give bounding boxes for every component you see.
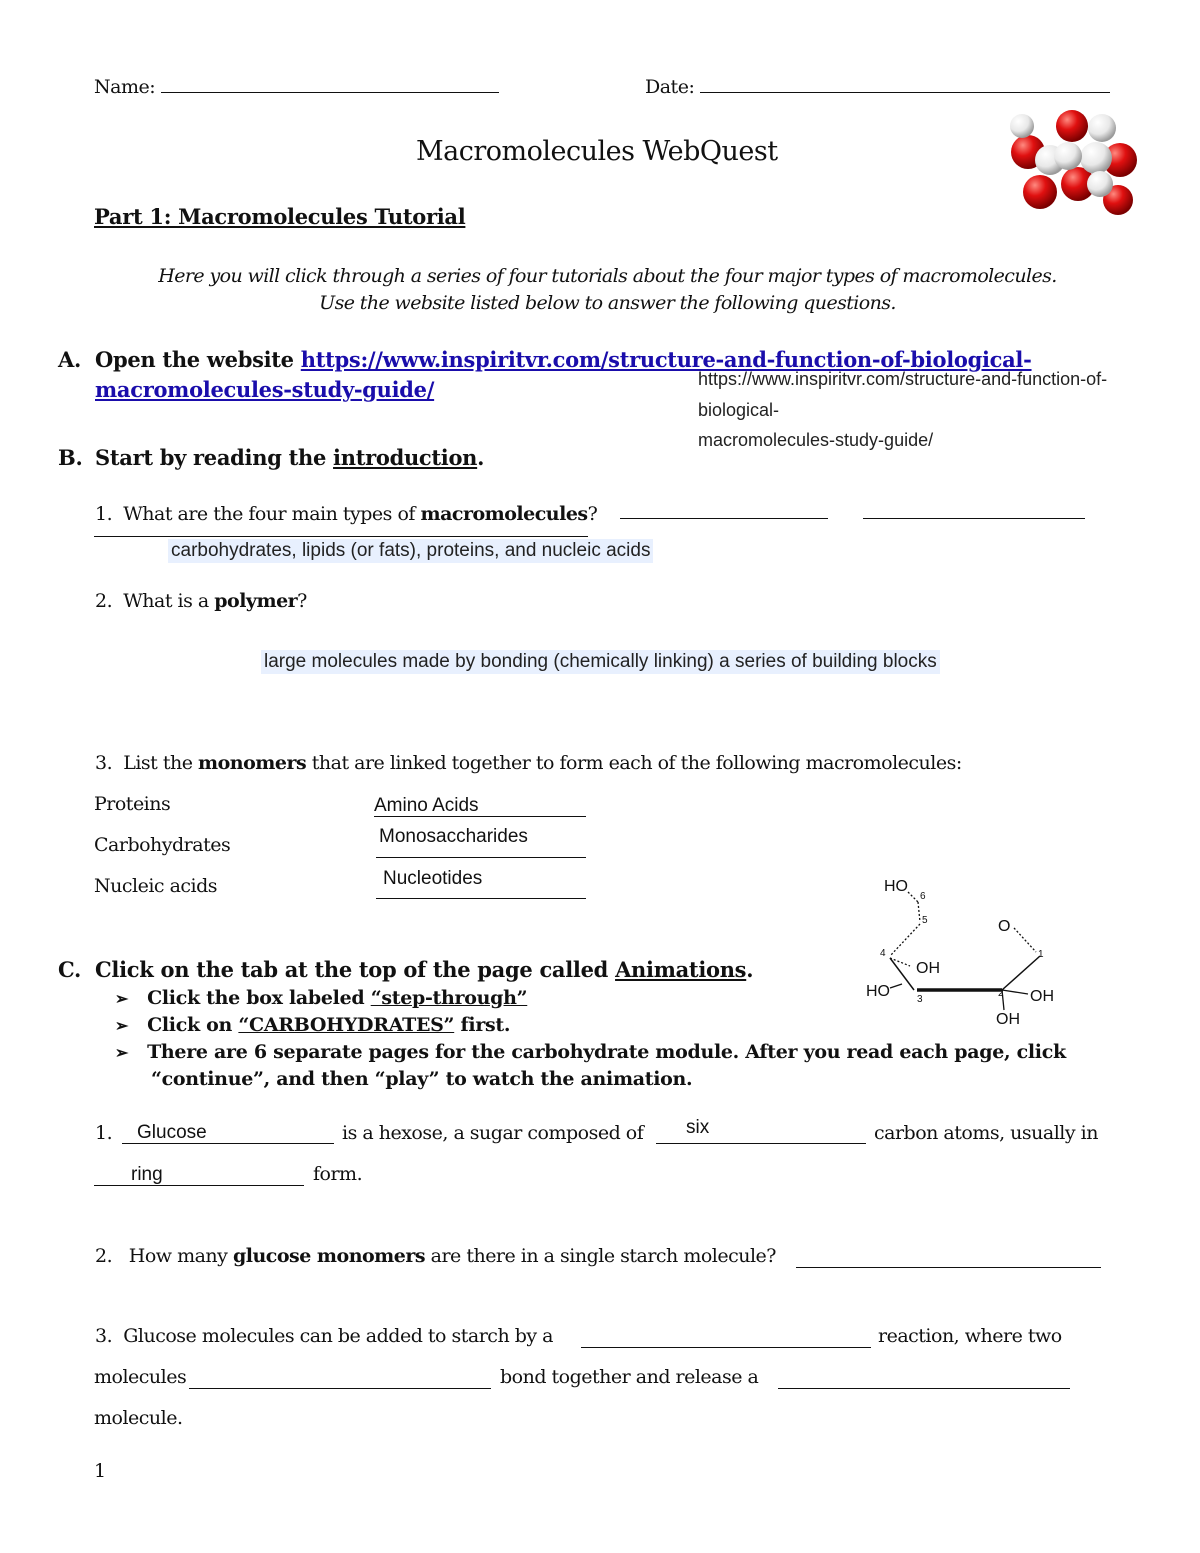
part1-heading: Part 1: Macromolecules Tutorial [94,204,466,229]
question-c3-end: molecule. [94,1407,183,1429]
answer-c3-blank[interactable] [581,1347,871,1348]
section-c-text: Click on the tab at the top of the page called [95,957,609,982]
question-b3-pre: List the [123,752,193,774]
bullet-1-text: Click the box labeled [147,987,365,1009]
answer-b2[interactable]: large molecules made by bonding (chemically linking) a series of building blocks [261,650,940,674]
question-c1-end: form. [313,1163,363,1185]
name-field [94,72,499,98]
question-b2-number: 2. [95,590,113,612]
website-link[interactable]: https://www.inspiritvr.com/structure-and-function-of-biological- [300,347,1032,372]
answer-c1-blank[interactable] [656,1143,866,1144]
question-c2-post: are there in a single starch molecule? [430,1245,776,1267]
question-c2-term: glucose monomers [232,1245,426,1267]
question-b1 [95,503,597,525]
question-b3-number: 3. [95,752,113,774]
monomer-answer[interactable]: Amino Acids [374,795,479,816]
page-number: 1 [94,1460,106,1482]
section-a-text: Open the website [95,347,294,372]
question-c3-mid2: molecules [94,1366,187,1388]
website-link-continued[interactable]: macromolecules-study-guide/ [95,377,435,402]
monomer-label: Proteins [94,793,171,815]
bullet-3 [115,1041,1066,1063]
comment-url-line3: macromolecules-study-guide/ [698,430,934,450]
answer-c1-blank[interactable] [122,1143,334,1144]
monomer-blank[interactable] [376,898,586,899]
section-c-period: . [746,957,754,982]
answer-c3-blank[interactable] [778,1388,1070,1389]
c5-label: 5 [922,915,928,926]
bullet-2-text: Click on [147,1014,233,1036]
comment-url-line2: biological- [698,400,780,420]
section-b-letter: B. [58,445,83,470]
question-b3-term: monomers [198,752,307,774]
question-b2 [95,590,307,612]
question-c2-pre: How many [128,1245,228,1267]
monomer-answer[interactable]: Nucleotides [383,868,483,889]
hydrogen-atom [1054,142,1082,170]
monomer-answer[interactable]: Monosaccharides [379,826,528,847]
question-b2-pre: What is a [123,590,209,612]
monomer-blank[interactable] [374,816,586,817]
answer-blank[interactable] [620,518,828,519]
bullet-3-line1: There are 6 separate pages for the carbohydrate module. After you read each page, click [147,1041,1066,1063]
date-blank[interactable] [700,72,1110,93]
ho-left-label: HO [866,983,890,1000]
question-b2-term: polymer [214,590,298,612]
oh-inner-label: OH [916,960,940,977]
question-b1-pre: What are the four main types of [123,503,415,525]
answer-blank[interactable] [94,536,588,537]
section-a-letter: A. [58,347,82,372]
section-b-period: . [477,445,485,470]
hydrogen-atom [1087,171,1113,197]
question-b1-post: ? [587,503,598,525]
answer-c1-ring[interactable]: ring [131,1164,163,1185]
question-c3-pre: Glucose molecules can be added to starch by a [123,1325,553,1347]
question-b1-term: macromolecules [420,503,588,525]
bullet-2 [115,1014,510,1036]
page-title: Macromolecules WebQuest [416,136,778,167]
section-b-text: Start by reading the [95,445,327,470]
molecule-model-image [1000,100,1145,220]
oxygen-atom [1023,175,1057,209]
answer-c1-six[interactable]: six [686,1117,710,1138]
arrow-bullet-icon: ➢ [115,989,129,1008]
part1-intro-line2: Use the website listed below to answer the following questions. [319,292,896,314]
o-ring-label: O [998,918,1011,935]
oh-right-label: OH [1030,988,1054,1005]
question-c2 [95,1245,776,1267]
answer-blank[interactable] [863,518,1085,519]
comment-url-line1: https://www.inspiritvr.com/structure-and-function-of- [698,369,1108,389]
section-c-heading [95,957,753,982]
bullet-3-line2: “continue”, and then “play” to watch the animation. [151,1068,693,1090]
arrow-bullet-icon: ➢ [115,1043,129,1062]
monomer-label: Carbohydrates [94,834,231,856]
question-c1-post: carbon atoms, usually in [874,1122,1098,1144]
question-b2-post: ? [297,590,307,612]
answer-c1-blank[interactable] [94,1185,304,1186]
question-c1-number: 1. [95,1122,113,1144]
question-b3 [95,752,962,774]
answer-c2-blank[interactable] [796,1267,1101,1268]
oh-bottom-label: OH [996,1011,1020,1028]
bullet-2-post: first. [460,1014,511,1036]
answer-c1-glucose[interactable]: Glucose [137,1122,207,1143]
name-blank[interactable] [161,72,499,93]
question-c3-mid3: bond together and release a [500,1366,759,1388]
question-c3-mid1: reaction, where two [878,1325,1062,1347]
question-b3-post: that are linked together to form each of the following macromolecules: [311,752,962,774]
hydrogen-atom [1010,114,1034,138]
c4-label: 4 [880,948,886,959]
section-c-letter: C. [58,957,82,982]
ho-top-label: HO [884,878,908,895]
monomer-label: Nucleic acids [94,875,218,897]
introduction-link[interactable]: introduction [333,445,478,470]
hydrogen-atom [1088,114,1116,142]
answer-c3-blank[interactable] [189,1388,491,1389]
name-label: Name: [94,76,156,98]
answer-b1[interactable]: carbohydrates, lipids (or fats), proteins, and nucleic acids [168,539,653,563]
question-b1-number: 1. [95,503,113,525]
question-c3-line1 [95,1325,553,1347]
carbohydrates-label: “CARBOHYDRATES” [238,1014,455,1036]
c6-label: 6 [920,891,926,902]
bullet-1 [115,987,527,1009]
step-through-label: “step-through” [370,987,528,1009]
question-c1-mid: is a hexose, a sugar composed of [342,1122,644,1144]
c3-label: 3 [917,994,923,1005]
oxygen-atom [1056,110,1088,142]
animations-tab-link[interactable]: Animations [615,957,747,982]
c2-label: 2 [998,988,1004,999]
question-c2-number: 2. [95,1245,113,1267]
arrow-bullet-icon: ➢ [115,1016,129,1035]
glucose-structure-diagram [862,872,1062,1032]
hydrogen-atom [1080,142,1112,174]
part1-intro-line1: Here you will click through a series of four tutorials about the four major types of macromolecules. [158,265,1057,287]
date-label: Date: [645,76,695,98]
question-c3-number: 3. [95,1325,113,1347]
section-a-line2 [95,377,434,402]
date-field [645,72,1110,98]
monomer-blank[interactable] [376,857,586,858]
section-b-heading [95,445,484,470]
c1-label: 1 [1038,949,1044,960]
